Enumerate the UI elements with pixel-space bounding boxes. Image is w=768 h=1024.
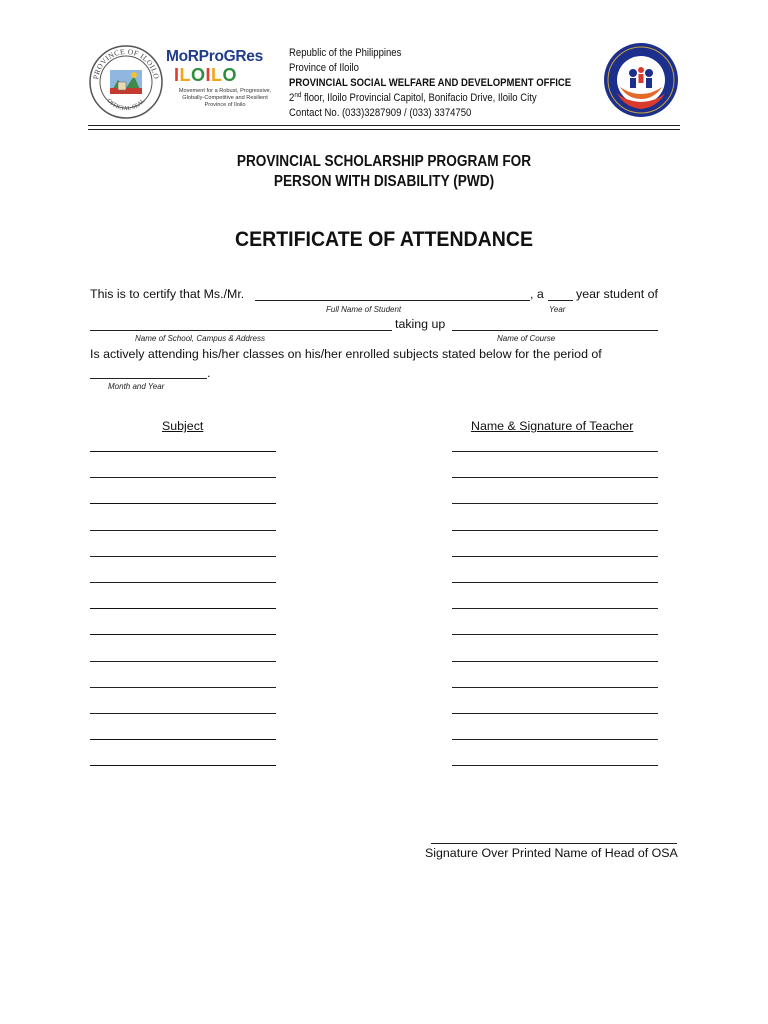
floor-number: 2 [289,92,295,104]
course-blank[interactable] [452,330,658,331]
subject-blank[interactable] [90,556,276,557]
teacher-signature-blank[interactable] [452,661,658,662]
caption-school: Name of School, Campus & Address [135,334,265,343]
caption-full-name: Full Name of Student [326,305,402,314]
iloilo-letter: L [179,65,192,85]
period-end: . [207,366,211,380]
certify-prefix: This is to certify that Ms./Mr. [90,287,245,301]
caption-month-year: Month and Year [108,382,165,391]
teacher-signature-blank[interactable] [452,713,658,714]
subject-header: Subject [162,419,204,433]
subject-blank[interactable] [90,713,276,714]
subject-blank[interactable] [90,608,276,609]
morprogres-logo [166,48,284,120]
subject-blank[interactable] [90,661,276,662]
subject-blank[interactable] [90,451,276,452]
subject-blank[interactable] [90,765,276,766]
teacher-signature-blank[interactable] [452,634,658,635]
header-divider-thick [88,125,680,126]
a-text: , a [530,287,544,301]
province-of-iloilo-seal [88,44,164,120]
program-title-line: PERSON WITH DISABILITY (PWD) [273,173,495,190]
address-line-country: Republic of the Philippines [289,47,402,59]
teacher-signature-blank[interactable] [452,687,658,688]
osa-signature-line[interactable] [431,843,677,844]
seal-bottom-text: OFFICIAL SEAL [105,98,147,113]
floor-address: floor, Iloilo Provincial Capitol, Bonifacio Drive, Iloilo City [301,92,537,104]
teacher-signature-blank[interactable] [452,556,658,557]
tagline-line: Globally-Competitive and Resilient [182,95,268,101]
subject-blank[interactable] [90,739,276,740]
teacher-signature-blank[interactable] [452,739,658,740]
school-blank[interactable] [90,330,392,331]
year-blank[interactable] [548,300,573,301]
teacher-signature-blank[interactable] [452,451,658,452]
address-line-contact: Contact No. (033)3287909 / (033) 3374750 [289,107,472,119]
teacher-header: Name & Signature of Teacher [471,419,634,433]
subject-blank[interactable] [90,530,276,531]
brand-tagline [166,88,284,109]
subject-blank[interactable] [90,477,276,478]
iloilo-letter: O [222,65,238,85]
pswdo-logo [602,41,680,119]
header-divider-thin [88,129,680,130]
address-line-office: PROVINCIAL SOCIAL WELFARE AND DEVELOPMENT OFFICE [289,77,572,89]
certificate-title: CERTIFICATE OF ATTENDANCE [234,228,534,251]
iloilo-letter: L [211,65,223,85]
program-title-line: PROVINCIAL SCHOLARSHIP PROGRAM FOR [236,153,532,170]
iloilo-letter: I [174,65,180,85]
brand-iloilo-wordmark [174,65,237,86]
brand-name: MoRProGRes [166,48,263,65]
teacher-signature-blank[interactable] [452,530,658,531]
year-student-text: year student of [576,287,658,301]
period-blank[interactable] [90,378,207,379]
floor-suffix: nd [294,92,302,99]
tagline-line: Movement for a Robust, Progressive, [178,88,272,94]
teacher-signature-blank[interactable] [452,608,658,609]
program-title [46,152,722,192]
iloilo-letter: I [205,65,212,85]
subject-blank[interactable] [90,634,276,635]
osa-signature-label: Signature Over Printed Name of Head of OSA [425,846,678,860]
teacher-signature-blank[interactable] [452,582,658,583]
teacher-signature-blank[interactable] [452,765,658,766]
subject-blank[interactable] [90,687,276,688]
office-address-block [289,46,571,121]
subject-blank[interactable] [90,582,276,583]
address-line-province: Province of Iloilo [289,62,359,74]
iloilo-letter: O [191,65,206,85]
teacher-signature-blank[interactable] [452,477,658,478]
student-name-blank[interactable] [255,300,530,301]
address-line-floor [289,91,571,106]
teacher-signature-blank[interactable] [452,503,658,504]
caption-year: Year [549,305,566,314]
caption-course: Name of Course [497,334,556,343]
taking-up-text: taking up [395,317,446,331]
tagline-line: Province of Iloilo [204,102,246,108]
attending-text: Is actively attending his/her classes on his/her enrolled subjects stated below for the period of [90,347,602,361]
subject-blank[interactable] [90,503,276,504]
seal-ring-text: PROVINCE OF ILOILO [91,46,161,81]
